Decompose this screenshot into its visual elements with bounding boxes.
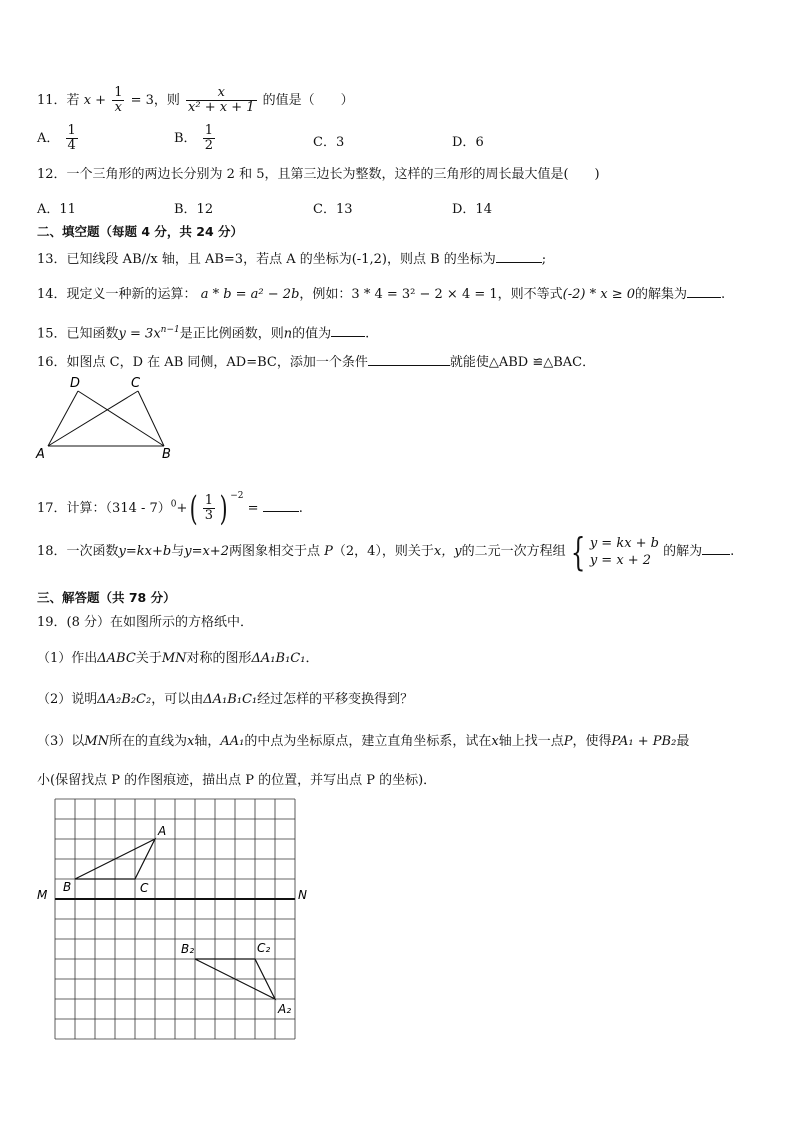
q11-option-b-den: 2 [204, 138, 213, 153]
q18-func-2: y=x+2 [184, 544, 229, 559]
q11-option-b-label: B． [174, 131, 197, 146]
q19-p1-g: ． [305, 651, 319, 666]
q19-p1-image: ΔA₁B₁C₁ [251, 651, 306, 666]
q18-system-eq2: y = x + 2 [589, 552, 652, 568]
q19-p1-e: 对称的图形 [186, 651, 252, 666]
q16-part-a: 16．如图点 C，D 在 AB 同侧，AD=BC，添加一个条件 [37, 355, 368, 370]
q15-part-c: 是正比例函数，则 [179, 326, 284, 342]
q18-line [37, 530, 734, 574]
q11-option-a-fraction [66, 124, 78, 153]
q18-part-g: （2，4），则关于 [332, 544, 434, 559]
q19-p1-mn: MN [161, 651, 187, 666]
grid-label-a2: A₂ [278, 1002, 292, 1016]
q11-condition-fraction [112, 86, 124, 115]
q18-point-p: P [324, 544, 333, 559]
q17-fraction [203, 494, 215, 523]
q16-part-b: 就能使△ABD ≌△BAC． [449, 355, 596, 370]
q11-expression-fraction [186, 86, 256, 115]
q11-option-b-num: 1 [204, 123, 213, 138]
q19-part-1 [37, 650, 318, 668]
grid-label-n: N [298, 888, 307, 902]
q18-end: . [730, 544, 735, 559]
q12-option-b: B．12 [174, 202, 214, 217]
q17-left-paren: ( [190, 488, 199, 529]
grid-label-m: M [37, 888, 48, 902]
q16-label-c: C [131, 376, 141, 391]
q19-p3-x: x [186, 734, 195, 749]
q15-exponent: n−1 [160, 325, 180, 335]
q17-plus: + [176, 501, 188, 516]
q19-part-2 [37, 691, 413, 709]
grid-label-c2: C₂ [257, 941, 271, 955]
q11-option-c-label: C． [313, 135, 336, 150]
q19-p3-i: 轴上找一点 [498, 734, 564, 749]
q17-line [37, 476, 303, 529]
q15-n: n [283, 326, 293, 342]
q16-line [37, 353, 595, 372]
q18-system [590, 535, 659, 569]
q11-condition-lhs: x + [83, 93, 107, 108]
q11-option-a [37, 124, 80, 153]
q12-option-a: A．11 [37, 202, 76, 217]
q11-expr-num: x [186, 86, 256, 101]
q18-part-j: 的解为 [663, 544, 703, 559]
q11-cond-frac-num: 1 [114, 85, 123, 100]
q19-p1-a: （1）作出 [37, 651, 98, 666]
q11-tail: 的值是（ ） [262, 93, 354, 108]
q11-option-c [313, 131, 344, 150]
q11-option-d-text: 6 [475, 135, 484, 150]
q14-inequality: (-2) * x ≥ 0 [562, 287, 636, 302]
q11-line [37, 86, 354, 115]
q18-func-1: y=kx+b [118, 544, 172, 559]
q18-variables: x，y [433, 544, 462, 559]
q11-option-a-num: 1 [67, 123, 76, 138]
grid-label-c: C [140, 881, 149, 895]
q18-part-i: 的二元一次方程组 [461, 544, 566, 559]
section-2-heading: 二、填空题（每题 4 分，共 24 分） [37, 224, 244, 239]
q17-equals: = [247, 501, 259, 516]
q14-definition: a * b = a² − 2b [200, 287, 300, 302]
q13-answer-blank[interactable] [496, 250, 542, 263]
q19-p3-e: 轴， [194, 734, 221, 749]
q19-p2-e: 经过怎样的平移变换得到？ [257, 692, 414, 707]
q11-condition-rhs: = 3，则 [130, 93, 180, 108]
q11-option-c-text: 3 [335, 135, 345, 150]
q19-p3-x2: x [491, 734, 499, 749]
q15-part-e: 的值为 [292, 326, 332, 342]
q16-label-b: B [162, 447, 171, 462]
q19-p2-image: ΔA₁B₁C₁ [203, 692, 258, 707]
q11-option-b-fraction [203, 124, 215, 153]
q16-segment-ac [48, 391, 138, 446]
q11-option-a-den: 4 [67, 138, 76, 153]
q14-line [37, 285, 725, 304]
q17-answer-blank[interactable] [263, 499, 299, 512]
q19-heading: 19．(8 分）在如图所示的方格纸中． [37, 615, 254, 630]
q19-p2-a: （2）说明 [37, 692, 98, 707]
q19-p3-p: P [563, 734, 573, 749]
q12-text: 12．一个三角形的两边长分别为 2 和 5，且第三边长为整数，这样的三角形的周长最大值是( ) [37, 167, 600, 182]
q15-end: . [365, 326, 370, 342]
q14-end: . [721, 287, 726, 302]
q18-system-eq1: y = kx + b [589, 535, 660, 551]
q19-p3-aa1: AA₁ [220, 734, 245, 749]
q16-label-d: D [70, 376, 81, 391]
q15-line [37, 321, 369, 343]
q17-part-a: 17．计算：（314 - 7） [37, 501, 171, 516]
q19-grid-figure [35, 795, 320, 1045]
q18-part-e: 两图象相交于点 [228, 544, 320, 559]
q11-option-a-label: A． [37, 131, 60, 146]
q14-part-e: ，则不等式 [497, 287, 563, 302]
q14-example: 3 * 4 = 3² − 2 × 4 = 1 [351, 287, 498, 302]
q14-part-g: 的解集为 [635, 287, 688, 302]
q15-answer-blank[interactable] [331, 324, 365, 337]
q19-p1-c: 关于 [135, 651, 162, 666]
q13-line [37, 250, 546, 269]
q13-text: 13．已知线段 AB//x 轴，且 AB=3，若点 A 的坐标为(-1,2)，则点 B 的坐标为 [37, 252, 496, 267]
q16-segment-ad [48, 391, 78, 446]
q17-frac-num: 1 [204, 493, 213, 508]
q14-answer-blank[interactable] [687, 285, 721, 298]
grid-lines [55, 799, 295, 1039]
q15-part-a: 15．已知函数 [37, 326, 119, 342]
q18-answer-blank[interactable] [702, 542, 730, 555]
q11-expr-den: x² + x + 1 [188, 100, 255, 115]
q11-option-d-label: D． [452, 135, 476, 150]
q16-label-a: A [36, 447, 45, 462]
q19-p3-m: 最 [676, 734, 690, 749]
q19-p3-sum: PA₁ + PB₂ [611, 734, 677, 749]
q19-p3-a: （3）以 [37, 734, 85, 749]
q17-neg-exponent: −2 [230, 491, 244, 501]
q18-part-c: 与 [171, 544, 185, 559]
q12-option-d: D．14 [452, 202, 492, 217]
q15-function: y = 3x [118, 326, 161, 342]
q16-figure [32, 374, 182, 466]
q17-zero-exponent: 0 [170, 499, 177, 510]
q13-end: ; [541, 252, 547, 267]
q14-part-c: ，例如： [299, 287, 352, 302]
q11-option-b [174, 124, 217, 153]
q18-brace: { [570, 529, 585, 574]
q19-p2-triangle: ΔA₂B₂C₂ [97, 692, 152, 707]
q12-option-c: C．13 [313, 202, 353, 217]
q11-cond-frac-den: x [114, 100, 122, 115]
q16-answer-blank[interactable] [368, 353, 450, 366]
q19-p3-mn: MN [84, 734, 109, 749]
q19-part-3-cont: 小(保留找点 P 的作图痕迹，描出点 P 的位置，并写出点 P 的坐标)． [37, 773, 437, 788]
q19-p1-triangle: ΔABC [97, 651, 136, 666]
section-3-heading: 三、解答题（共 78 分） [37, 590, 176, 605]
q17-right-paren: ) [219, 488, 228, 529]
q19-part-3 [37, 733, 689, 751]
q11-number: 11．若 [37, 93, 80, 108]
q18-part-a: 18．一次函数 [37, 544, 119, 559]
q19-p3-c: 所在的直线为 [108, 734, 187, 749]
q19-p3-k: ，使得 [572, 734, 612, 749]
q14-part-a: 14．现定义一种新的运算： [37, 287, 197, 302]
q17-frac-den: 3 [204, 508, 213, 523]
q19-p2-c: ，可以由 [151, 692, 204, 707]
q19-p3-g: 的中点为坐标原点，建立直角坐标系，试在 [244, 734, 492, 749]
grid-label-a: A [158, 824, 167, 838]
q17-end: . [298, 501, 303, 516]
grid-label-b: B [63, 880, 72, 894]
q11-option-d [452, 131, 484, 150]
grid-label-b2: B₂ [181, 942, 195, 956]
